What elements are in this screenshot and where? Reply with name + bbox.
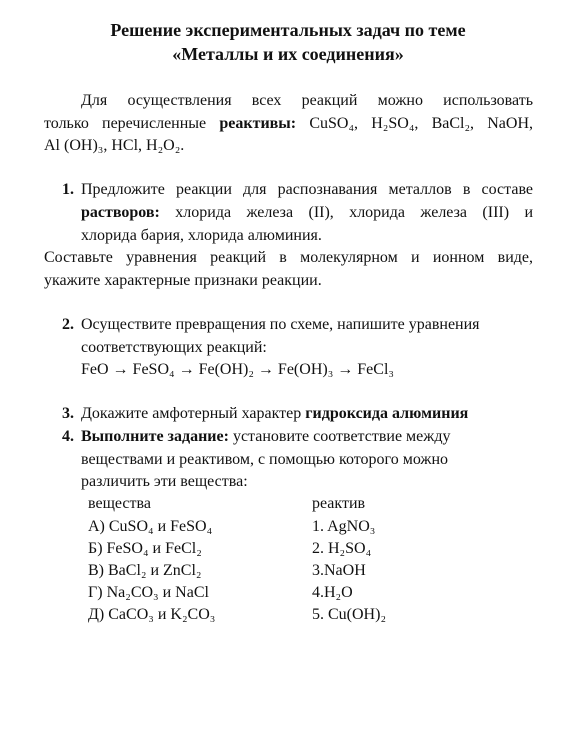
intro-line-2-prefix: только перечисленные	[44, 115, 207, 132]
substances-header: вещества	[88, 495, 151, 512]
reagent-item: 1. AgNO₃	[312, 518, 376, 535]
task3-text-plain: Докажите амфотерный характер	[81, 405, 302, 422]
intro-line-1: Для осуществления всех реакций можно использовать	[81, 92, 533, 109]
task3-text-bold: гидроксида алюминия	[305, 405, 469, 422]
intro-reagents-label: реактивы:	[219, 115, 297, 132]
task4-line-2: веществами и реактивом, с помощью которого можно	[81, 451, 449, 468]
task3-number: 3.	[62, 405, 74, 422]
task4-number: 4.	[62, 428, 74, 445]
intro-line-2	[44, 115, 533, 133]
task4-line-1-rest: установите соответствие между	[232, 428, 451, 445]
task1-line-1: Предложите реакции для распознавания металлов в составе	[81, 181, 533, 198]
task1-line-2	[81, 204, 533, 222]
task2-scheme: FeO → FeSO₄ → Fe(OH)₂ → Fe(OH)₃ → FeCl₃	[81, 361, 394, 378]
intro-reagents-list: CuSO₄, H₂SO₄, BaCl₂, NaOH,	[309, 115, 534, 132]
task1-line-5: укажите характерные признаки реакции.	[44, 272, 322, 289]
task4-line-1	[81, 428, 450, 446]
task1-number: 1.	[62, 181, 74, 198]
task1-solutions-label: растворов:	[81, 204, 160, 221]
reagent-item: 4.H₂O	[312, 584, 353, 601]
task2-line-1: Осуществите превращения по схеме, напишите уравнения	[81, 316, 480, 333]
task2-line-2: соответствующих реакций:	[81, 339, 267, 356]
substance-item: Б) FeSO₄ и FeCl₂	[88, 540, 202, 557]
reagents-header: реактив	[312, 495, 366, 512]
substance-item: Г) Na₂CO₃ и NaCl	[88, 584, 209, 601]
task1-line-3: хлорида бария, хлорида алюминия.	[81, 227, 322, 244]
task4-line-3: различить эти вещества:	[81, 473, 248, 490]
task4-instruction-label: Выполните задание:	[81, 428, 229, 445]
substance-item: В) BaCl₂ и ZnCl₂	[88, 562, 202, 579]
task3-text	[81, 405, 468, 423]
page-title: Решение экспериментальных задач по теме	[110, 20, 466, 40]
intro-line-3: Al (OH)₃, HCl, H₂O₂.	[44, 137, 185, 154]
task1-line-4: Составьте уравнения реакций в молекулярном и ионном виде,	[44, 249, 533, 266]
substance-item: А) CuSO₄ и FeSO₄	[88, 518, 213, 535]
substance-item: Д) CaCO₃ и K₂CO₃	[88, 606, 216, 623]
reagent-item: 3.NaOH	[312, 562, 366, 579]
reagent-item: 2. H₂SO₄	[312, 540, 372, 557]
page-subtitle: «Металлы и их соединения»	[172, 44, 404, 64]
task1-line-2-rest: хлорида железа (II), хлорида железа (III) и	[175, 204, 534, 221]
reagent-item: 5. Cu(OH)₂	[312, 606, 387, 623]
task2-number: 2.	[62, 316, 74, 333]
